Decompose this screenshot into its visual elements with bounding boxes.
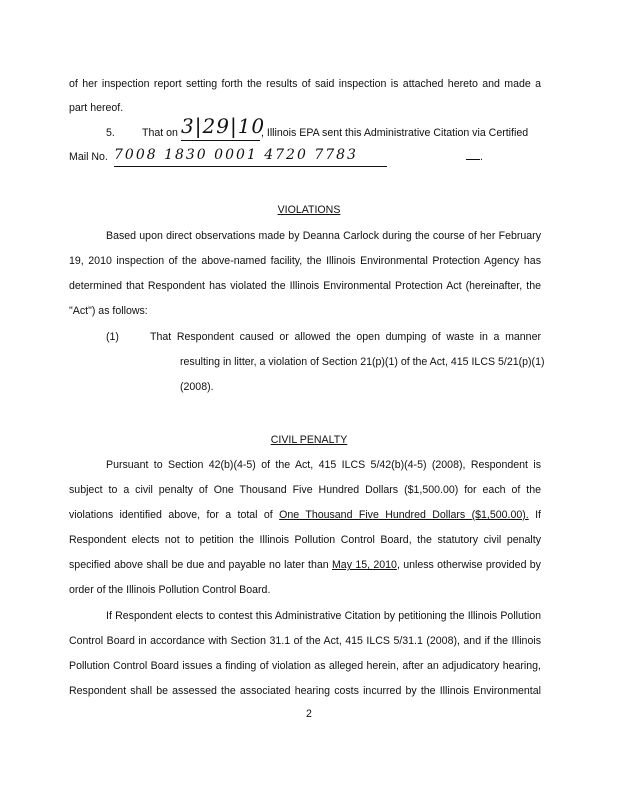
civil-penalty-text: violations identified above, for a total of (69, 509, 273, 521)
contest-line: If Respondent elects to contest this Administrative Citation by petitioning the Illinois Pollution (106, 610, 541, 622)
violation-item-line: (2008). (180, 381, 214, 393)
violation-item-line: That Respondent caused or allowed the open dumping of waste in a manner (150, 331, 541, 343)
end-period: . (480, 151, 483, 163)
violations-intro-line: determined that Respondent has violated the Illinois Environmental Protection Act (hereinafter, the (69, 280, 541, 292)
violation-item-line: resulting in litter, a violation of Section 21(p)(1) of the Act, 415 ILCS 5/21(p)(1) (180, 356, 545, 368)
contest-line: Control Board in accordance with Section 31.1 of the Act, 415 ILCS 5/31.1 (2008), and if the Illinois (69, 635, 541, 647)
violations-intro-line: Based upon direct observations made by Deanna Carlock during the course of her February (106, 230, 541, 242)
paragraph-5-prefix: That on (142, 127, 178, 139)
paragraph-5-suffix: , Illinois EPA sent this Administrative Citation via Certified (261, 127, 529, 139)
civil-penalty-line (69, 509, 541, 522)
civil-penalty-text: specified above shall be due and payable no later than (69, 559, 329, 571)
violations-intro-line: 19, 2010 inspection of the above-named facility, the Illinois Environmental Protection Agency has (69, 255, 541, 267)
due-date: May 15, 2010 (331, 559, 397, 571)
violations-intro-line: "Act") as follows: (69, 305, 148, 317)
civil-penalty-line: Respondent elects not to petition the Illinois Pollution Control Board, the statutory civil penalty (69, 534, 541, 546)
civil-penalty-total: One Thousand Five Hundred Dollars ($1,500.00). (279, 509, 529, 521)
civil-penalty-line: subject to a civil penalty of One Thousand Five Hundred Dollars ($1,500.00) for each of the (69, 484, 541, 496)
civil-penalty-heading: CIVIL PENALTY (270, 434, 348, 446)
handwritten-date-year: 10 (237, 114, 266, 138)
violation-item-number: (1) (106, 331, 119, 343)
handwritten-mail-number: 7008 1830 0001 4720 7783 (114, 147, 358, 163)
paragraph-5-number: 5. (106, 127, 115, 139)
civil-penalty-line: Pursuant to Section 42(b)(4-5) of the Act, 415 ILCS 5/42(b)(4-5) (2008), Respondent is (106, 459, 541, 471)
continuation-line: part hereof. (69, 102, 124, 114)
civil-penalty-line: order of the Illinois Pollution Control Board. (69, 584, 271, 596)
handwritten-date-day: 29 (202, 114, 230, 138)
mail-label: Mail No. (69, 151, 108, 163)
civil-penalty-line (69, 559, 541, 572)
civil-penalty-text: If (535, 509, 541, 521)
page-number: 2 (306, 708, 312, 720)
violations-heading: VIOLATIONS (277, 204, 341, 216)
continuation-line: of her inspection report setting forth the results of said inspection is attached hereto and made a (69, 78, 541, 90)
civil-penalty-text: , unless otherwise provided by (396, 559, 541, 571)
handwritten-date-month: 3 (181, 114, 195, 138)
mail-number-blank-end (466, 151, 483, 164)
handwritten-date-field: 3|29|10 (181, 116, 260, 141)
contest-line: Pollution Control Board issues a finding of violation as alleged herein, after an adjudicatory hearing, (69, 660, 541, 672)
contest-line: Respondent shall be assessed the associated hearing costs incurred by the Illinois Environmental (69, 685, 541, 697)
handwritten-mail-number-field (114, 148, 387, 167)
